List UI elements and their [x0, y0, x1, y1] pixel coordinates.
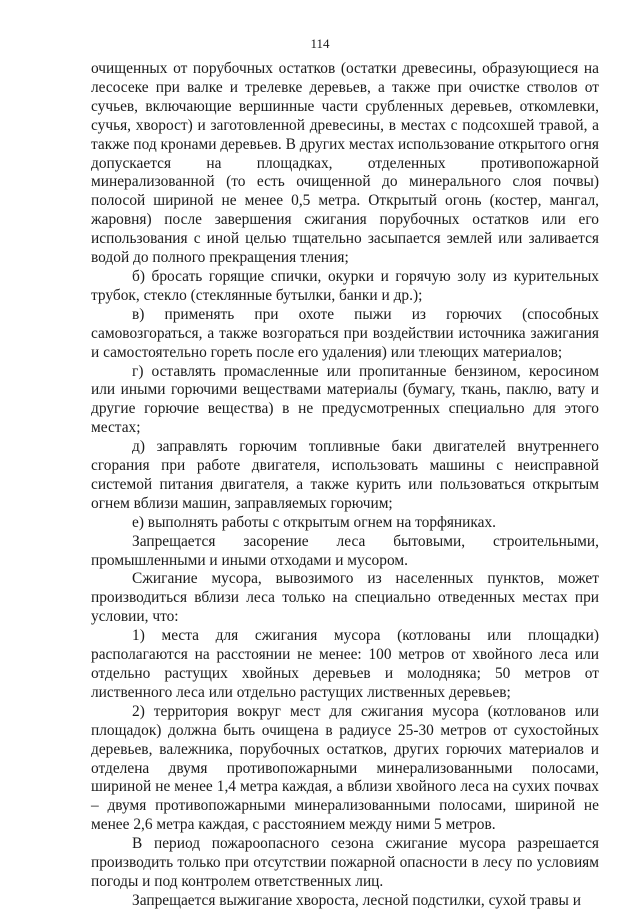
list-item-e: е) выполнять работы с открытым огнем на торфяниках.	[132, 513, 496, 531]
list-item-g: г) оставлять промасленные или пропитанные бензином, керосином или иными горючими веществами материалы (бумагу, ткань, паклю, вату и другие горючие вещества) в не предусмотренных специально для этого местах;	[91, 362, 599, 437]
condition-item-1: 1) места для сжигания мусора (котлованы или площадки) располагаются на расстоянии не менее: 100 метров от хвойного леса или отдельно растущих хвойных деревьев и молодняка; 50 метров от лиственного леса или отдельно растущих лиственных деревьев;	[91, 627, 599, 701]
list-item-b: б) бросать горящие спички, окурки и горячую золу из курительных трубок, стекло (стеклянные бутылки, банки и др.);	[91, 267, 599, 304]
list-item-v: в) применять при охоте пыжи из горючих (способных самовозгораться, а также возгораться при воздействии источника зажигания и самостоятельно гореть после его удаления) или тлеющих материалов;	[91, 305, 599, 361]
page-number: 114	[310, 36, 330, 51]
condition-item-2: 2) территория вокруг мест для сжигания мусора (котлованов или площадок) должна быть очищена в радиусе 25-30 метров от сухостойных деревьев, валежника, порубочных остатков, других горючих материалов и отделена двумя противопожарными минерализованными полосами, шириной не менее 1,4 метра каждая, а вблизи хвойного леса на сухих почвах – двумя противопожарными минерализованными полосами, шириной не менее 2,6 метра каждая, с расстоянием между ними 5 метров.	[91, 702, 599, 834]
paragraph-burning-conditions: Сжигание мусора, вывозимого из населенных пунктов, может производиться вблизи леса только на специально отведенных местах при условии, что:	[91, 570, 599, 626]
list-item-d: д) заправлять горючим топливные баки двигателей внутреннего сгорания при работе двигателя, использовать машины с неисправной системой питания двигателя, а также курить или пользоваться открытым огнем вблизи машин, заправляемых горючим;	[91, 438, 599, 512]
paragraph-fire-season: В период пожароопасного сезона сжигание мусора разрешается производить только при отсутствии пожарной опасности в лесу по условиям погоды и под контролем ответственных лиц.	[91, 835, 599, 890]
paragraph-burning-ban: Запрещается выжигание хвороста, лесной подстилки, сухой травы и	[132, 891, 581, 909]
body-text	[91, 60, 599, 911]
paragraph-littering-ban: Запрещается засорение леса бытовыми, строительными, промышленными и иными отходами и мусором.	[91, 532, 599, 569]
prohibited-actions-list	[91, 268, 599, 533]
paragraph-continuation: очищенных от порубочных остатков (остатки древесины, образующиеся на лесосеке при валке и трелевке деревьев, а также при очистке стволов от сучьев, включающие вершинные части срубленных деревьев, откомлевки, сучья, хворост) и заготовленной древесины, в местах с подсохшей травой, а также под кронами деревьев. В других местах использование открытого огня допускается на площадках, отделенных противопожарной минерализованной (то есть очищенной до минерального слоя почвы) полосой шириной не менее 0,5 метра. Открытый огонь (костер, мангал, жаровня) после завершения сжигания порубочных остатков или его использования с иной целью тщательно засыпается землей или заливается водой до полного прекращения тления;	[91, 60, 599, 267]
